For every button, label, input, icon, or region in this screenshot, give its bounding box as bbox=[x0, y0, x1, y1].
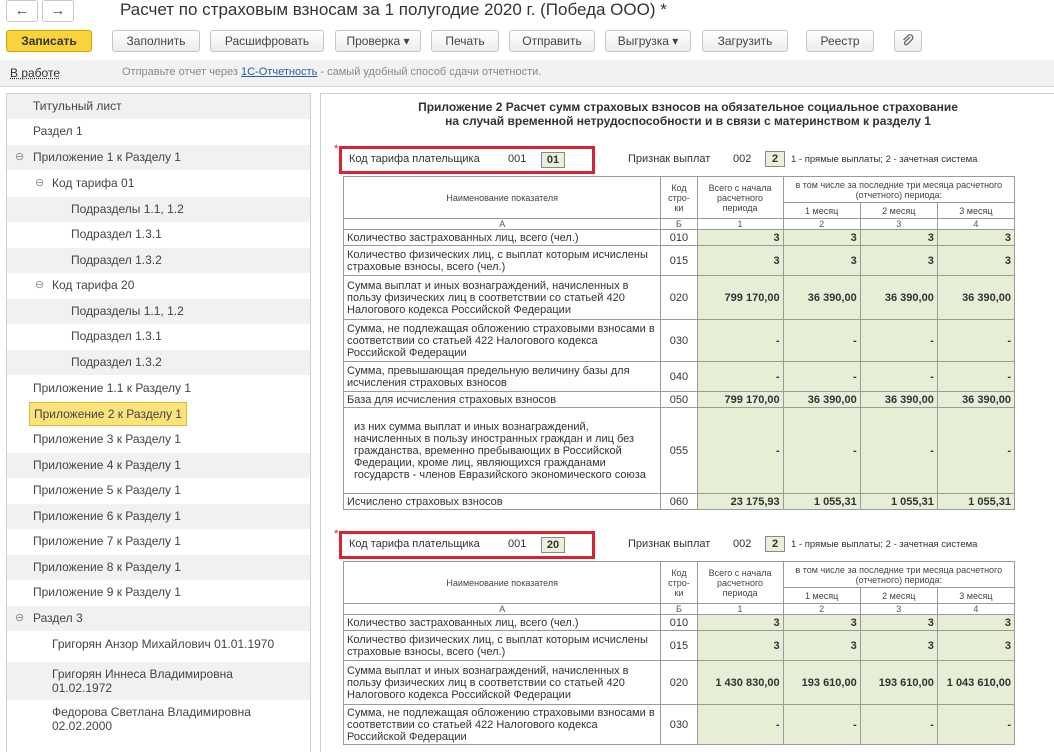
indicator-name: Сумма выплат и иных вознаграждений, начисленных в пользу физических лиц в соответствии со статьей 420 Налогового кодекса Российской Федерации bbox=[344, 276, 661, 320]
value-cell[interactable]: 3 bbox=[937, 246, 1014, 276]
column-header-code: Код стро-ки bbox=[661, 177, 697, 219]
value-cell[interactable]: 1 055,31 bbox=[937, 494, 1014, 510]
page-title: Расчет по страховым взносам за 1 полугодие 2020 г. (Победа ООО) * bbox=[120, 0, 667, 19]
column-index: Б bbox=[661, 219, 697, 230]
value-cell[interactable]: - bbox=[697, 320, 783, 362]
sidebar-item-label: Григорян Анзор Михайлович 01.01.1970 bbox=[52, 637, 275, 651]
table-row bbox=[344, 631, 1015, 661]
value-cell[interactable]: 3 bbox=[783, 246, 860, 276]
collapse-toggle-icon[interactable]: ⊖ bbox=[15, 151, 25, 163]
value-cell[interactable]: 3 bbox=[937, 615, 1014, 631]
sidebar-item[interactable] bbox=[7, 273, 310, 298]
payment-sign-field[interactable]: 2 bbox=[765, 151, 785, 167]
sidebar-item[interactable] bbox=[7, 504, 310, 529]
sidebar-item[interactable] bbox=[7, 632, 310, 662]
sidebar-item-label: Федорова Светлана Владимировна 02.02.2000 bbox=[52, 705, 251, 733]
sidebar bbox=[6, 93, 311, 752]
value-cell[interactable]: 1 430 830,00 bbox=[697, 661, 783, 705]
status-link[interactable]: В работе bbox=[10, 66, 61, 80]
table-row bbox=[344, 320, 1015, 362]
sidebar-item[interactable] bbox=[7, 580, 310, 605]
table-row bbox=[344, 494, 1015, 510]
column-header-name: Наименование показателя bbox=[344, 177, 661, 219]
info-prefix: Отправьте отчет через bbox=[122, 66, 242, 78]
form-heading-line2: на случай временной нетрудоспособности и в связи с материнством к разделу 1 bbox=[445, 114, 931, 128]
table-row bbox=[344, 705, 1015, 745]
sidebar-item-label: Приложение 8 к Разделу 1 bbox=[33, 560, 181, 574]
value-cell[interactable]: - bbox=[783, 362, 860, 392]
registry-button[interactable]: Реестр bbox=[806, 30, 874, 52]
indicator-name: Исчислено страховых взносов bbox=[344, 494, 661, 510]
sidebar-item-label: Подразделы 1.1, 1.2 bbox=[71, 304, 184, 318]
sidebar-item-label: Григорян Иннеса Владимировна 01.02.1972 bbox=[52, 667, 233, 695]
indicator-name: Сумма выплат и иных вознаграждений, начисленных в пользу физических лиц в соответствии со статьей 420 Налогового кодекса Российской Федерации bbox=[344, 661, 661, 705]
chevron-down-icon: ▾ bbox=[403, 34, 410, 48]
table-row bbox=[344, 392, 1015, 408]
table-row bbox=[344, 362, 1015, 392]
value-cell[interactable]: - bbox=[783, 705, 860, 745]
sidebar-item[interactable] bbox=[7, 171, 310, 196]
value-cell[interactable]: 193 610,00 bbox=[783, 661, 860, 705]
sidebar-item[interactable] bbox=[7, 662, 310, 700]
value-cell[interactable]: 36 390,00 bbox=[937, 276, 1014, 320]
value-cell[interactable]: 3 bbox=[860, 615, 937, 631]
value-cell[interactable]: - bbox=[937, 362, 1014, 392]
value-cell[interactable]: 36 390,00 bbox=[937, 392, 1014, 408]
sidebar-item-label: Приложение 7 к Разделу 1 bbox=[33, 534, 181, 548]
value-cell[interactable]: 23 175,93 bbox=[697, 494, 783, 510]
table-row bbox=[344, 230, 1015, 246]
indicator-name: из них сумма выплат и иных вознаграждений, начисленных в пользу иностранных граждан и лиц без гражданства, временно пребывающих в Российской Федерации, кроме лиц, являющихся гражданами государств - членов Евразийского экономического союза bbox=[344, 408, 661, 494]
value-cell[interactable]: 3 bbox=[697, 230, 783, 246]
column-header-last-three-months: в том числе за последние три месяца расчетного (отчетного) периода: bbox=[783, 177, 1014, 203]
collapse-toggle-icon[interactable]: ⊖ bbox=[35, 177, 45, 189]
sidebar-item[interactable] bbox=[7, 478, 310, 503]
indicators-table bbox=[343, 176, 1015, 510]
sidebar-item-label: Приложение 5 к Разделу 1 bbox=[33, 483, 181, 497]
column-index: Б bbox=[661, 604, 697, 615]
row-code: 060 bbox=[661, 494, 697, 510]
reporting-link[interactable]: 1С-Отчетность bbox=[241, 66, 318, 78]
row-code: 055 bbox=[661, 408, 697, 494]
tariff-code-number: 001 bbox=[508, 538, 527, 550]
indicator-name: Количество физических лиц, с выплат которым исчислены страховые взносы, всего (чел.) bbox=[344, 246, 661, 276]
column-header-month-3: 3 месяц bbox=[937, 203, 1014, 219]
sidebar-item[interactable] bbox=[7, 119, 310, 144]
info-message bbox=[122, 66, 541, 78]
row-code: 015 bbox=[661, 631, 697, 661]
column-index: 1 bbox=[697, 219, 783, 230]
sidebar-item[interactable] bbox=[7, 427, 310, 452]
indicator-name: База для исчисления страховых взносов bbox=[344, 392, 661, 408]
indicator-name: Сумма, не подлежащая обложению страховыми взносами в соответствии со статьей 422 Налогового кодекса Российской Федерации bbox=[344, 705, 661, 745]
sidebar-item[interactable] bbox=[7, 555, 310, 580]
report-form bbox=[320, 93, 1054, 752]
print-button[interactable]: Печать bbox=[431, 30, 499, 52]
value-cell[interactable]: - bbox=[697, 408, 783, 494]
row-code: 030 bbox=[661, 705, 697, 745]
value-cell[interactable]: 799 170,00 bbox=[697, 392, 783, 408]
sidebar-item-label: Раздел 3 bbox=[33, 611, 83, 625]
value-cell[interactable]: 3 bbox=[783, 230, 860, 246]
row-code: 010 bbox=[661, 230, 697, 246]
value-cell[interactable]: 36 390,00 bbox=[860, 392, 937, 408]
value-cell[interactable]: 3 bbox=[937, 631, 1014, 661]
row-code: 020 bbox=[661, 276, 697, 320]
value-cell[interactable]: 3 bbox=[937, 230, 1014, 246]
tariff-code-field[interactable]: 01 bbox=[541, 152, 565, 168]
sidebar-item-label: Приложение 9 к Разделу 1 bbox=[33, 585, 181, 599]
row-code: 015 bbox=[661, 246, 697, 276]
attach-button[interactable] bbox=[894, 30, 922, 52]
payment-sign-note: 1 - прямые выплаты; 2 - зачетная система bbox=[791, 539, 978, 550]
value-cell[interactable]: 3 bbox=[697, 246, 783, 276]
back-button[interactable]: ← bbox=[6, 0, 38, 22]
collapse-toggle-icon[interactable]: ⊖ bbox=[35, 279, 45, 291]
column-header-month-3: 3 месяц bbox=[937, 588, 1014, 604]
sidebar-item-label: Подраздел 1.3.1 bbox=[71, 227, 162, 241]
info-bar bbox=[0, 60, 1054, 87]
sidebar-item[interactable] bbox=[7, 350, 310, 375]
value-cell[interactable]: 3 bbox=[860, 246, 937, 276]
value-cell[interactable]: 3 bbox=[783, 631, 860, 661]
value-cell[interactable]: 36 390,00 bbox=[783, 392, 860, 408]
check-button-label: Проверка bbox=[346, 34, 401, 48]
column-header-code: Код стро-ки bbox=[661, 562, 697, 604]
column-index: 2 bbox=[783, 604, 860, 615]
column-header-total: Всего с начала расчетного периода bbox=[697, 562, 783, 604]
value-cell[interactable]: 3 bbox=[697, 631, 783, 661]
column-index: 3 bbox=[860, 219, 937, 230]
sidebar-item[interactable] bbox=[7, 145, 310, 170]
value-cell[interactable]: - bbox=[860, 408, 937, 494]
column-header-month-1: 1 месяц bbox=[783, 203, 860, 219]
payment-sign-number: 002 bbox=[733, 538, 752, 550]
form-heading-line1: Приложение 2 Расчет сумм страховых взносов на обязательное социальное страхование bbox=[418, 100, 958, 114]
value-cell[interactable]: - bbox=[860, 362, 937, 392]
row-code: 030 bbox=[661, 320, 697, 362]
column-header-month-1: 1 месяц bbox=[783, 588, 860, 604]
required-asterisk: * bbox=[334, 528, 339, 540]
sidebar-item-label: Приложение 1 к Разделу 1 bbox=[33, 150, 181, 164]
send-button[interactable]: Отправить bbox=[509, 30, 595, 52]
tariff-code-field[interactable]: 20 bbox=[541, 537, 565, 553]
tariff-code-number: 001 bbox=[508, 153, 527, 165]
table-row bbox=[344, 408, 1015, 494]
payment-sign-note: 1 - прямые выплаты; 2 - зачетная система bbox=[791, 154, 978, 165]
row-code: 050 bbox=[661, 392, 697, 408]
sidebar-item[interactable] bbox=[7, 453, 310, 478]
sidebar-item-label: Приложение 3 к Разделу 1 bbox=[33, 432, 181, 446]
column-index: 4 bbox=[937, 219, 1014, 230]
value-cell[interactable]: 1 055,31 bbox=[860, 494, 937, 510]
value-cell[interactable]: 799 170,00 bbox=[697, 276, 783, 320]
value-cell[interactable]: 36 390,00 bbox=[783, 276, 860, 320]
table-row bbox=[344, 276, 1015, 320]
sidebar-item[interactable] bbox=[7, 299, 310, 324]
collapse-toggle-icon[interactable]: ⊖ bbox=[15, 612, 25, 624]
check-button[interactable] bbox=[335, 30, 421, 52]
value-cell[interactable]: - bbox=[860, 320, 937, 362]
sidebar-item-label: Приложение 6 к Разделу 1 bbox=[33, 509, 181, 523]
row-code: 020 bbox=[661, 661, 697, 705]
column-index: 3 bbox=[860, 604, 937, 615]
sidebar-item-label: Приложение 2 к Разделу 1 bbox=[29, 402, 187, 426]
value-cell[interactable]: - bbox=[783, 408, 860, 494]
payment-sign-number: 002 bbox=[733, 153, 752, 165]
sidebar-item-label: Приложение 4 к Разделу 1 bbox=[33, 458, 181, 472]
value-cell[interactable]: 1 043 610,00 bbox=[937, 661, 1014, 705]
sidebar-item-label: Код тарифа 20 bbox=[52, 278, 135, 292]
indicator-name: Сумма, не подлежащая обложению страховыми взносами в соответствии со статьей 422 Налогового кодекса Российской Федерации bbox=[344, 320, 661, 362]
save-button[interactable]: Записать bbox=[6, 30, 92, 52]
payment-sign-field[interactable]: 2 bbox=[765, 536, 785, 552]
export-button[interactable] bbox=[605, 30, 691, 52]
row-code: 010 bbox=[661, 615, 697, 631]
column-header-last-three-months: в том числе за последние три месяца расчетного (отчетного) периода: bbox=[783, 562, 1014, 588]
value-cell[interactable]: 3 bbox=[783, 615, 860, 631]
sidebar-item-label: Подразделы 1.1, 1.2 bbox=[71, 202, 184, 216]
sidebar-item-label: Код тарифа 01 bbox=[52, 176, 135, 190]
column-header-month-2: 2 месяц bbox=[860, 588, 937, 604]
column-index: 1 bbox=[697, 604, 783, 615]
value-cell[interactable]: - bbox=[937, 408, 1014, 494]
value-cell[interactable]: 193 610,00 bbox=[860, 661, 937, 705]
info-suffix: - самый удобный способ сдачи отчетности. bbox=[317, 66, 542, 78]
payment-sign-label: Признак выплат bbox=[628, 538, 711, 550]
value-cell[interactable]: - bbox=[697, 362, 783, 392]
sidebar-item-label: Раздел 1 bbox=[33, 124, 83, 138]
indicator-name: Количество застрахованных лиц, всего (чел.) bbox=[344, 615, 661, 631]
paperclip-icon bbox=[901, 34, 915, 48]
column-header-name: Наименование показателя bbox=[344, 562, 661, 604]
column-index: А bbox=[344, 219, 661, 230]
value-cell[interactable]: 3 bbox=[860, 631, 937, 661]
value-cell[interactable]: 36 390,00 bbox=[860, 276, 937, 320]
value-cell[interactable]: 1 055,31 bbox=[783, 494, 860, 510]
value-cell[interactable]: 3 bbox=[860, 230, 937, 246]
tariff-code-label: Код тарифа плательщика bbox=[349, 538, 480, 550]
sidebar-item[interactable] bbox=[7, 324, 310, 349]
sidebar-item-label: Подраздел 1.3.2 bbox=[71, 355, 162, 369]
indicators-table bbox=[343, 561, 1015, 745]
indicator-name: Количество физических лиц, с выплат которым исчислены страховые взносы, всего (чел.) bbox=[344, 631, 661, 661]
sidebar-item[interactable] bbox=[7, 606, 310, 631]
value-cell[interactable]: - bbox=[937, 320, 1014, 362]
sidebar-item[interactable] bbox=[7, 197, 310, 222]
value-cell[interactable]: - bbox=[860, 705, 937, 745]
sidebar-item[interactable] bbox=[7, 700, 310, 738]
chevron-down-icon: ▾ bbox=[672, 34, 679, 48]
payment-sign-label: Признак выплат bbox=[628, 153, 711, 165]
value-cell[interactable]: - bbox=[697, 705, 783, 745]
sidebar-item[interactable] bbox=[7, 401, 310, 426]
column-header-month-2: 2 месяц bbox=[860, 203, 937, 219]
sidebar-item-label: Титульный лист bbox=[33, 99, 122, 113]
table-row bbox=[344, 246, 1015, 276]
tariff-code-label: Код тарифа плательщика bbox=[349, 153, 480, 165]
load-button[interactable]: Загрузить bbox=[702, 30, 788, 52]
indicator-name: Сумма, превышающая предельную величину базы для исчисления страховых взносов bbox=[344, 362, 661, 392]
sidebar-item-label: Приложение 1.1 к Разделу 1 bbox=[33, 381, 191, 395]
export-button-label: Выгрузка bbox=[617, 34, 669, 48]
column-header-total: Всего с начала расчетного периода bbox=[697, 177, 783, 219]
sidebar-item[interactable] bbox=[7, 376, 310, 401]
sidebar-item[interactable] bbox=[7, 94, 310, 119]
value-cell[interactable]: 3 bbox=[697, 615, 783, 631]
column-index: 2 bbox=[783, 219, 860, 230]
value-cell[interactable]: - bbox=[937, 705, 1014, 745]
sidebar-item-label: Подраздел 1.3.2 bbox=[71, 253, 162, 267]
forward-button[interactable]: → bbox=[42, 0, 74, 22]
sidebar-item[interactable] bbox=[7, 248, 310, 273]
row-code: 040 bbox=[661, 362, 697, 392]
column-index: 4 bbox=[937, 604, 1014, 615]
table-row bbox=[344, 615, 1015, 631]
sidebar-item[interactable] bbox=[7, 222, 310, 247]
decode-button[interactable]: Расшифровать bbox=[210, 30, 324, 52]
table-row bbox=[344, 661, 1015, 705]
column-index: А bbox=[344, 604, 661, 615]
value-cell[interactable]: - bbox=[783, 320, 860, 362]
required-asterisk: * bbox=[334, 143, 339, 155]
sidebar-item[interactable] bbox=[7, 529, 310, 554]
fill-button[interactable]: Заполнить bbox=[112, 30, 200, 52]
sidebar-item-label: Подраздел 1.3.1 bbox=[71, 329, 162, 343]
indicator-name: Количество застрахованных лиц, всего (чел.) bbox=[344, 230, 661, 246]
